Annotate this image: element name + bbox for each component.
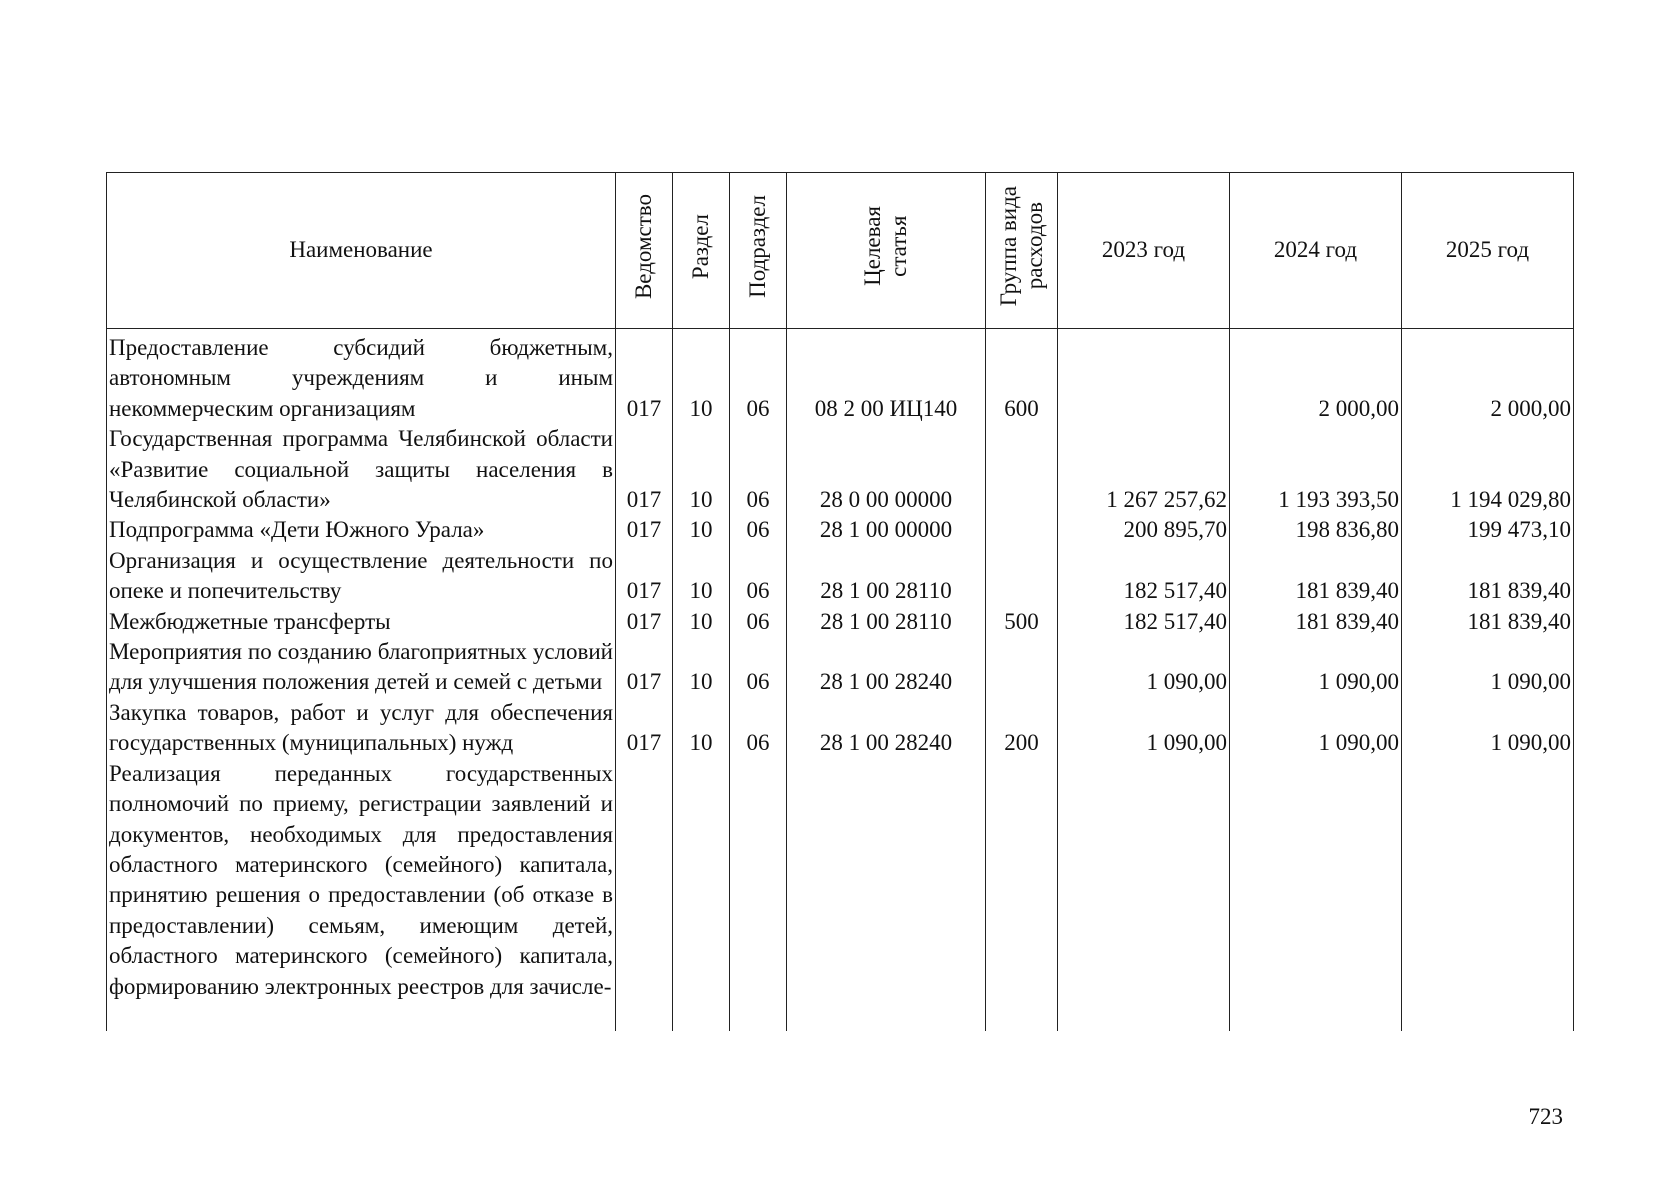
row-dept: 017 (616, 329, 673, 425)
row-2025: 2 000,00 (1402, 329, 1574, 425)
row-name: Межбюджетные трансферты (107, 607, 616, 637)
row-name: Мероприятия по созданию благоприятных условий для улучшения положения детей и семей с детьми (107, 637, 616, 698)
table-row (107, 759, 1574, 1031)
table-row (107, 515, 1574, 545)
row-target: 28 1 00 28240 (787, 637, 986, 698)
table-row (107, 637, 1574, 698)
header-target: Целевая статья (787, 173, 986, 329)
row-dept (616, 759, 673, 1031)
row-name: Закупка товаров, работ и услуг для обеспечения государственных (муниципальных) нужд (107, 698, 616, 759)
table-row (107, 698, 1574, 759)
row-section (673, 759, 730, 1031)
row-exptype (986, 759, 1058, 1031)
row-section: 10 (673, 607, 730, 637)
row-dept: 017 (616, 515, 673, 545)
table-row (107, 607, 1574, 637)
row-2025: 181 839,40 (1402, 546, 1574, 607)
row-dept: 017 (616, 698, 673, 759)
row-dept: 017 (616, 637, 673, 698)
row-2024: 181 839,40 (1230, 607, 1402, 637)
table-row (107, 329, 1574, 425)
table-row (107, 424, 1574, 515)
row-section: 10 (673, 424, 730, 515)
row-target (787, 759, 986, 1031)
header-2025: 2025 год (1402, 173, 1574, 329)
row-subsection: 06 (730, 329, 787, 425)
row-2025: 1 090,00 (1402, 698, 1574, 759)
row-2025: 1 090,00 (1402, 637, 1574, 698)
row-name: Реализация переданных государственных полномочий по приему, регистрации заявлений и документов, необходимых для предоставления областного материнского (семейного) капитала, принятию решения о предоставлении (об отказе в предоставлении) семьям, имеющим детей, областного материнского (семейного) капитала, формированию электронных реестров для зачисле- (107, 759, 616, 1031)
row-2023: 1 267 257,62 (1058, 424, 1230, 515)
header-2023: 2023 год (1058, 173, 1230, 329)
row-dept: 017 (616, 607, 673, 637)
header-dept: Ведомство (616, 173, 673, 329)
row-2023 (1058, 329, 1230, 425)
row-exptype: 200 (986, 698, 1058, 759)
row-target: 28 1 00 28110 (787, 607, 986, 637)
row-section: 10 (673, 698, 730, 759)
row-2025: 181 839,40 (1402, 607, 1574, 637)
row-exptype (986, 546, 1058, 607)
row-target: 28 0 00 00000 (787, 424, 986, 515)
header-name: Наименование (107, 173, 616, 329)
row-target: 28 1 00 28240 (787, 698, 986, 759)
table-row (107, 546, 1574, 607)
row-exptype: 500 (986, 607, 1058, 637)
row-name: Подпрограмма «Дети Южного Урала» (107, 515, 616, 545)
row-subsection: 06 (730, 424, 787, 515)
row-section: 10 (673, 637, 730, 698)
row-target: 28 1 00 28110 (787, 546, 986, 607)
row-subsection: 06 (730, 607, 787, 637)
row-2023: 182 517,40 (1058, 607, 1230, 637)
header-subsection: Подраздел (730, 173, 787, 329)
row-2024: 1 090,00 (1230, 698, 1402, 759)
row-subsection: 06 (730, 546, 787, 607)
row-2024: 198 836,80 (1230, 515, 1402, 545)
row-target: 28 1 00 00000 (787, 515, 986, 545)
row-2023: 1 090,00 (1058, 637, 1230, 698)
header-2024: 2024 год (1230, 173, 1402, 329)
page-number: 723 (1528, 1104, 1563, 1129)
row-section: 10 (673, 546, 730, 607)
row-2024 (1230, 759, 1402, 1031)
row-name: Предоставление субсидий бюджетным, автономным учреждениям и иным некоммерческим организациям (107, 329, 616, 425)
row-2024: 1 193 393,50 (1230, 424, 1402, 515)
row-2025 (1402, 759, 1574, 1031)
budget-table (106, 172, 1574, 1031)
row-subsection: 06 (730, 515, 787, 545)
row-name: Организация и осуществление деятельности по опеке и попечительству (107, 546, 616, 607)
header-row (107, 173, 1574, 329)
row-2023: 182 517,40 (1058, 546, 1230, 607)
row-2023: 1 090,00 (1058, 698, 1230, 759)
row-target: 08 2 00 ИЦ140 (787, 329, 986, 425)
row-exptype (986, 424, 1058, 515)
row-2023: 200 895,70 (1058, 515, 1230, 545)
row-2025: 199 473,10 (1402, 515, 1574, 545)
row-exptype: 600 (986, 329, 1058, 425)
row-name: Государственная программа Челябинской области «Развитие социальной защиты населения в Челябинской области» (107, 424, 616, 515)
row-subsection (730, 759, 787, 1031)
row-subsection: 06 (730, 698, 787, 759)
row-2025: 1 194 029,80 (1402, 424, 1574, 515)
row-exptype (986, 515, 1058, 545)
row-section: 10 (673, 329, 730, 425)
row-2024: 1 090,00 (1230, 637, 1402, 698)
row-exptype (986, 637, 1058, 698)
row-2024: 2 000,00 (1230, 329, 1402, 425)
row-2024: 181 839,40 (1230, 546, 1402, 607)
row-section: 10 (673, 515, 730, 545)
row-dept: 017 (616, 546, 673, 607)
row-2023 (1058, 759, 1230, 1031)
header-exptype: Группа вида расходов (986, 173, 1058, 329)
header-section: Раздел (673, 173, 730, 329)
row-subsection: 06 (730, 637, 787, 698)
row-dept: 017 (616, 424, 673, 515)
